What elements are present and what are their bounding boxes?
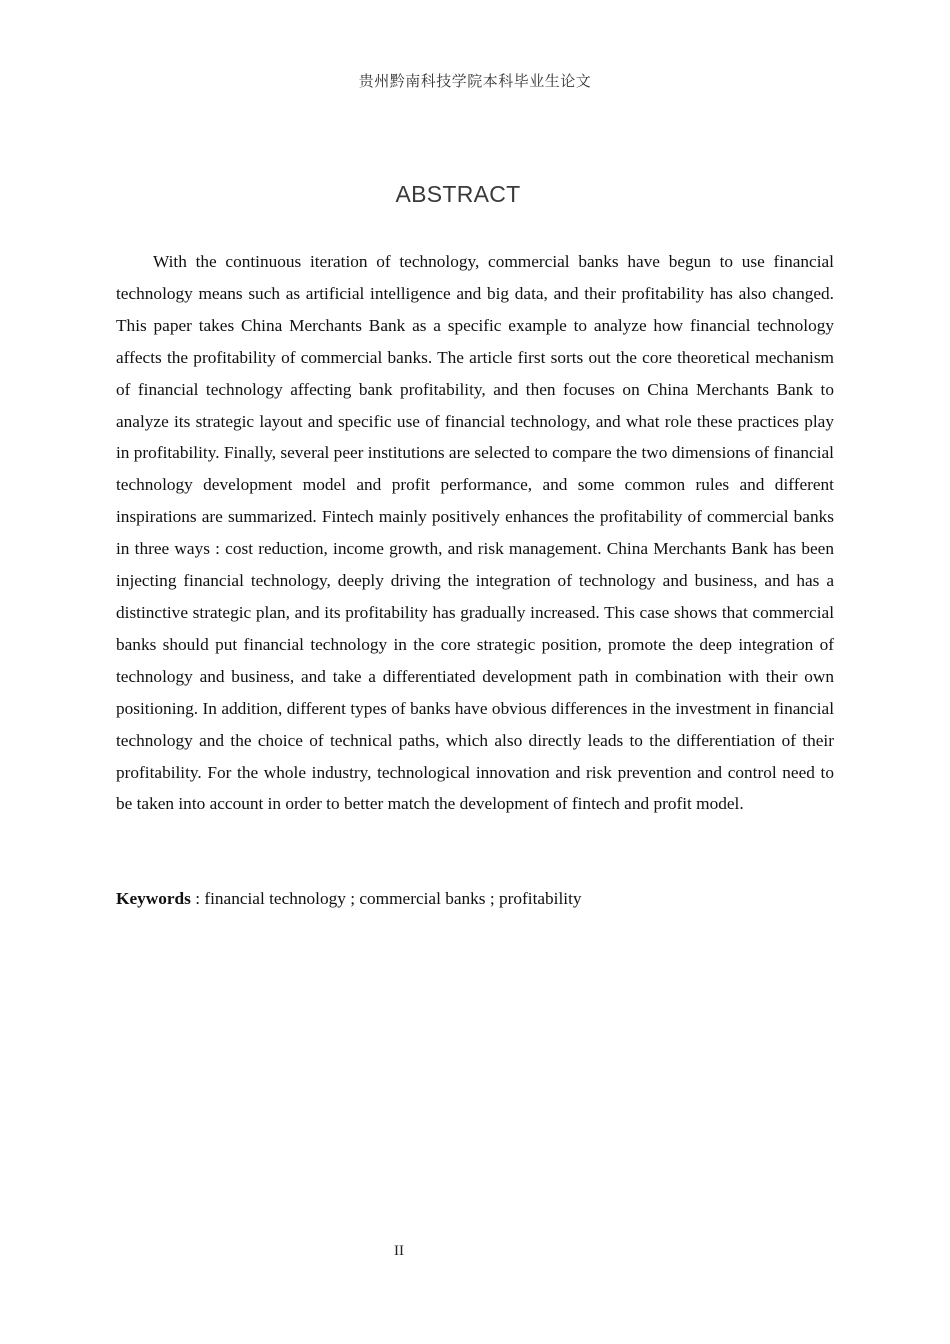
abstract-title: ABSTRACT (395, 181, 521, 207)
keywords-text: : financial technology ; commercial banks ; profitability (190, 889, 582, 908)
keywords-label: Keywords (116, 889, 191, 908)
abstract-body: With the continuous iteration of technology, commercial banks have begun to use financial technology means such as artificial intelligence and big data, and their profitability has also changed. This paper takes China Merchants Bank as a specific example to analyze how financial technology affects the profitability of commercial banks. The article first sorts out the core theoretical mechanism of financial technology affecting bank profitability, and then focuses on China Merchants Bank to analyze its strategic layout and specific use of financial technology, and what role these practices play in profitability. Finally, several peer institutions are selected to compare the two dimensions of financial technology development model and profit performance, and some common rules and different inspirations are summarized. Fintech mainly positively enhances the profitability of commercial banks in three ways : cost reduction, income growth, and risk management. China Merchants Bank has been injecting financial technology, deeply driving the integration of technology and business, and has a distinctive strategic plan, and its profitability has gradually increased. This case shows that commercial banks should put financial technology in the core strategic position, promote the deep integration of technology and business, and take a differentiated development path in combination with their own positioning. In addition, different types of banks have obvious differences in the investment in financial technology and the choice of technical paths, which also directly leads to the differentiation of their profitability. For the whole industry, technological innovation and risk prevention and control need to be taken into account in order to better match the development of fintech and profit model. (116, 252, 834, 814)
running-header: 贵州黔南科技学院本科毕业生论文 (358, 72, 592, 90)
page-number: II (394, 1243, 404, 1259)
keywords-line (116, 883, 834, 915)
